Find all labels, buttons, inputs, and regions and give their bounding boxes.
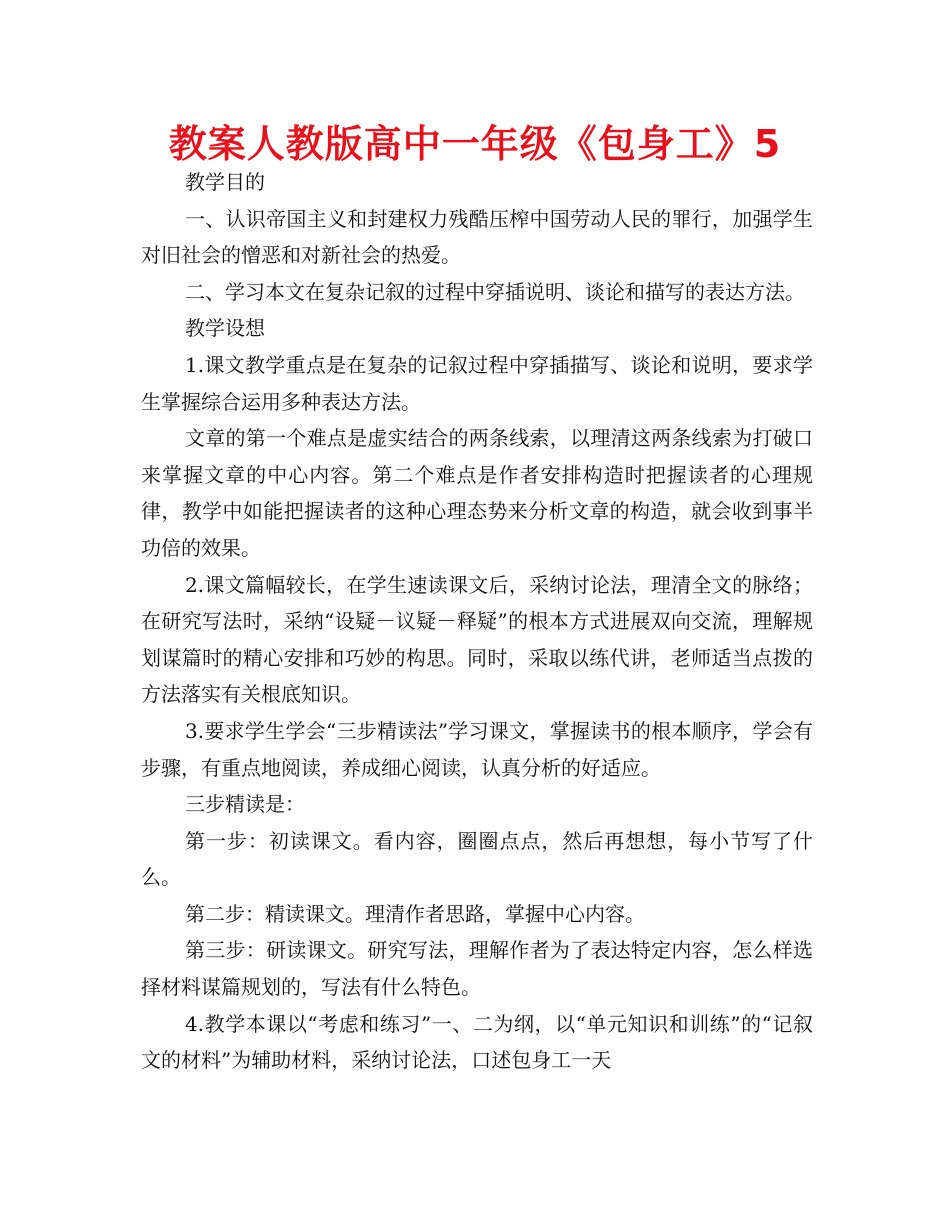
paragraph: 2.课文篇幅较长，在学生速读课文后，采纳讨论法，理清全文的脉络；在研究写法时，采纳“设疑－议疑－释疑”的根本方式进展双向交流，理解规划谋篇时的精心安排和巧妙的构思。同时，采取以练代讲，老师适当点拨的方法落实有关根底知识。 xyxy=(141,572,813,707)
paragraph: 三步精读是： xyxy=(185,792,305,817)
paragraph: 教学目的 xyxy=(185,170,265,194)
paragraph: 第二步：精读课文。理清作者思路，掌握中心内容。 xyxy=(185,901,645,926)
document-body xyxy=(141,164,813,1079)
paragraph: 二、学习本文在复杂记叙的过程中穿插说明、谈论和描写的表达方法。 xyxy=(185,279,805,304)
paragraph: 1.课文教学重点是在复杂的记叙过程中穿插描写、谈论和说明，要求学生掌握综合运用多种表达方法。 xyxy=(141,352,813,414)
paragraph: 一、认识帝国主义和封建权力残酷压榨中国劳动人民的罪行，加强学生对旧社会的憎恶和对新社会的热爱。 xyxy=(141,206,813,268)
paragraph: 3.要求学生学会“三步精读法”学习课文，掌握读书的根本顺序，学会有步骤，有重点地阅读，养成细心阅读，认真分析的好适应。 xyxy=(141,718,813,780)
document-title: 教案人教版高中一年级《包身工》5 xyxy=(168,122,782,166)
paragraph: 第一步：初读课文。看内容，圈圈点点，然后再想想，每小节写了什么。 xyxy=(141,828,813,890)
paragraph: 文章的第一个难点是虚实结合的两条线索，以理清这两条线索为打破口来掌握文章的中心内容。第二个难点是作者安排构造时把握读者的心理规律，教学中如能把握读者的这种心理态势来分析文章的构造，就会收到事半功倍的效果。 xyxy=(141,426,813,560)
paragraph: 教学设想 xyxy=(185,316,265,341)
paragraph: 4.教学本课以“考虑和练习”一、二为纲，以“单元知识和训练”的“记叙文的材料”为辅助材料，采纳讨论法，口述包身工一天 xyxy=(141,1011,813,1073)
paragraph: 第三步：研读课文。研究写法，理解作者为了表达特定内容，怎么样选择材料谋篇规划的，写法有什么特色。 xyxy=(141,938,813,1000)
